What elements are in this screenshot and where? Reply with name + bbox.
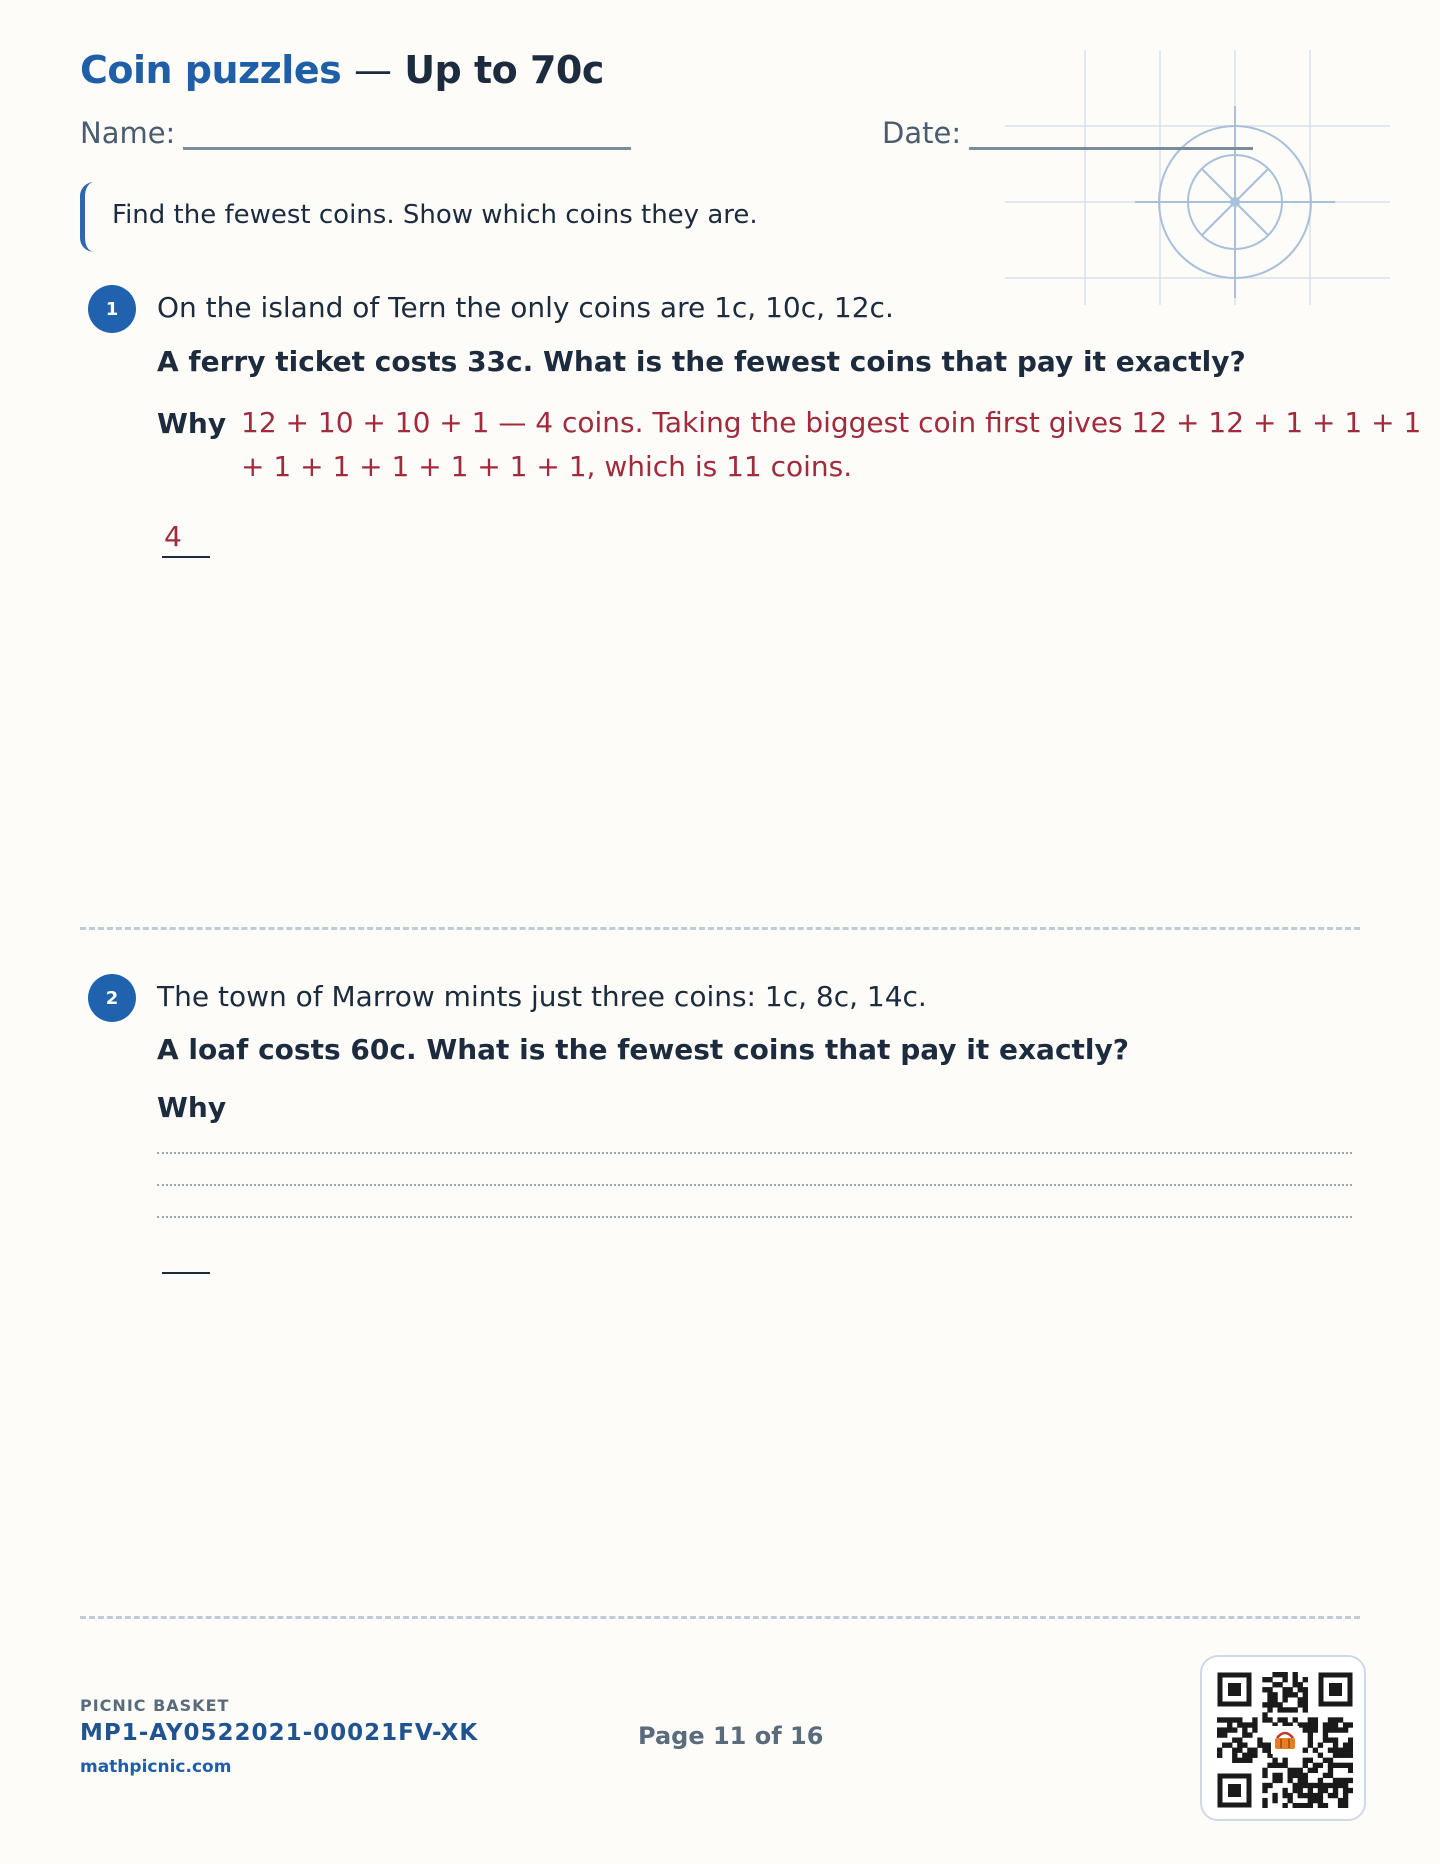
qr-module <box>1267 1707 1272 1712</box>
qr-code-icon <box>1217 1672 1353 1808</box>
qr-module <box>1237 1717 1242 1722</box>
qr-module <box>1282 1717 1287 1722</box>
qr-module <box>1298 1793 1303 1798</box>
date-line[interactable] <box>969 121 1253 150</box>
qr-module <box>1323 1722 1328 1727</box>
qr-module <box>1303 1758 1308 1763</box>
qr-module <box>1328 1717 1333 1722</box>
qr-module <box>1328 1768 1333 1773</box>
qr-module <box>1343 1722 1348 1727</box>
qr-module <box>1323 1758 1328 1763</box>
qr-module <box>1333 1783 1338 1788</box>
qr-module <box>1303 1763 1308 1768</box>
qr-module <box>1348 1768 1353 1773</box>
qr-module <box>1338 1727 1343 1732</box>
qr-module <box>1338 1798 1343 1803</box>
qr-module <box>1277 1672 1282 1677</box>
qr-module <box>1318 1793 1323 1798</box>
qr-module <box>1272 1697 1277 1702</box>
qr-module <box>1232 1737 1237 1742</box>
qr-module <box>1288 1692 1293 1697</box>
qr-module <box>1348 1763 1353 1768</box>
name-field <box>80 116 631 150</box>
qr-module <box>1348 1788 1353 1793</box>
target-grid-decoration <box>1005 50 1390 305</box>
qr-module <box>1237 1722 1242 1727</box>
qr-module <box>1282 1677 1287 1682</box>
qr-module <box>1272 1758 1277 1763</box>
qr-module <box>1308 1788 1313 1793</box>
qr-module <box>1293 1803 1298 1808</box>
qr-module <box>1303 1687 1308 1692</box>
qr-module <box>1217 1727 1222 1732</box>
qr-module <box>1288 1773 1293 1778</box>
qr-module <box>1323 1732 1328 1737</box>
qr-module <box>1267 1763 1272 1768</box>
qr-module <box>1338 1748 1343 1753</box>
qr-module <box>1252 1717 1257 1722</box>
qr-module <box>1348 1753 1353 1758</box>
qr-module <box>1272 1773 1277 1778</box>
qr-module <box>1262 1677 1267 1682</box>
qr-module <box>1328 1722 1333 1727</box>
qr-module <box>1267 1677 1272 1682</box>
qr-module <box>1328 1773 1333 1778</box>
qr-module <box>1333 1788 1338 1793</box>
qr-module <box>1303 1783 1308 1788</box>
qr-module <box>1323 1773 1328 1778</box>
qr-module <box>1343 1748 1348 1753</box>
qr-module <box>1313 1793 1318 1798</box>
qr-module <box>1298 1773 1303 1778</box>
qr-module <box>1303 1692 1308 1697</box>
qr-module <box>1313 1798 1318 1803</box>
qr-module <box>1293 1672 1298 1677</box>
qr-module <box>1293 1677 1298 1682</box>
qr-module <box>1252 1722 1257 1727</box>
qr-module <box>1232 1748 1237 1753</box>
qr-module <box>1313 1748 1318 1753</box>
qr-module <box>1267 1783 1272 1788</box>
qr-module <box>1247 1732 1252 1737</box>
question-number-badge: 2 <box>88 974 136 1022</box>
qr-module <box>1308 1737 1313 1742</box>
qr-module <box>1308 1793 1313 1798</box>
qr-module <box>1222 1727 1227 1732</box>
qr-module <box>1282 1803 1287 1808</box>
qr-module <box>1227 1717 1232 1722</box>
date-label: Date: <box>882 116 962 150</box>
qr-module <box>1343 1798 1348 1803</box>
qr-module <box>1343 1778 1348 1783</box>
qr-module <box>1247 1722 1252 1727</box>
title-separator: — <box>353 48 392 92</box>
qr-module <box>1298 1687 1303 1692</box>
qr-module <box>1217 1748 1222 1753</box>
qr-module <box>1277 1707 1282 1712</box>
qr-module <box>1328 1763 1333 1768</box>
qr-module <box>1277 1778 1282 1783</box>
qr-module <box>1313 1768 1318 1773</box>
qr-module <box>1308 1722 1313 1727</box>
qr-module <box>1333 1727 1338 1732</box>
qr-module <box>1227 1722 1232 1727</box>
qr-module <box>1227 1743 1232 1748</box>
answer-box[interactable] <box>162 1236 210 1274</box>
qr-module <box>1318 1743 1323 1748</box>
why-answer <box>241 401 1422 489</box>
page-number: Page 11 of 16 <box>638 1722 824 1750</box>
qr-module <box>1282 1758 1287 1763</box>
qr-module <box>1262 1712 1267 1717</box>
qr-module <box>1348 1778 1353 1783</box>
qr-module <box>1252 1748 1257 1753</box>
qr-module <box>1242 1732 1247 1737</box>
qr-module <box>1338 1717 1343 1722</box>
qr-module <box>1308 1783 1313 1788</box>
qr-module <box>1277 1773 1282 1778</box>
qr-module <box>1282 1707 1287 1712</box>
qr-module <box>1282 1763 1287 1768</box>
qr-module <box>1323 1783 1328 1788</box>
qr-module <box>1272 1692 1277 1697</box>
qr-module <box>1333 1717 1338 1722</box>
qr-module <box>1308 1768 1313 1773</box>
qr-module <box>1323 1727 1328 1732</box>
qr-module <box>1298 1682 1303 1687</box>
writing-line[interactable] <box>157 1184 1352 1186</box>
qr-module <box>1338 1783 1343 1788</box>
qr-module <box>1303 1778 1308 1783</box>
qr-module <box>1237 1743 1242 1748</box>
instruction-bracket <box>80 182 94 252</box>
qr-module <box>1328 1748 1333 1753</box>
qr-module <box>1257 1737 1262 1742</box>
qr-module <box>1267 1717 1272 1722</box>
qr-module <box>1328 1783 1333 1788</box>
qr-module <box>1262 1743 1267 1748</box>
qr-module <box>1262 1788 1267 1793</box>
qr-module <box>1262 1748 1267 1753</box>
qr-module <box>1328 1758 1333 1763</box>
qr-module <box>1262 1798 1267 1803</box>
qr-module <box>1343 1783 1348 1788</box>
why-answer-line: + 1 + 1 + 1 + 1 + 1 + 1, which is 11 coins. <box>241 450 853 483</box>
qr-module <box>1252 1727 1257 1732</box>
qr-module <box>1303 1707 1308 1712</box>
qr-module <box>1222 1743 1227 1748</box>
name-line[interactable] <box>183 121 631 150</box>
qr-module <box>1267 1687 1272 1692</box>
qr-module <box>1313 1717 1318 1722</box>
qr-module <box>1298 1697 1303 1702</box>
question-intro: The town of Marrow mints just three coins: 1c, 8c, 14c. <box>157 980 927 1013</box>
qr-module <box>1343 1727 1348 1732</box>
qr-module <box>1277 1682 1282 1687</box>
qr-module <box>1323 1803 1328 1808</box>
qr-module <box>1298 1803 1303 1808</box>
why-label: Why <box>157 407 227 440</box>
qr-module <box>1313 1783 1318 1788</box>
qr-module <box>1348 1743 1353 1748</box>
why-label: Why <box>157 1091 227 1124</box>
qr-module <box>1303 1727 1308 1732</box>
qr-module <box>1237 1748 1242 1753</box>
qr-module <box>1262 1803 1267 1808</box>
footer-divider <box>80 1616 1360 1619</box>
page-title <box>80 48 604 92</box>
qr-module <box>1282 1692 1287 1697</box>
qr-module <box>1318 1778 1323 1783</box>
qr-module <box>1222 1732 1227 1737</box>
qr-module <box>1333 1722 1338 1727</box>
qr-module <box>1298 1778 1303 1783</box>
qr-module <box>1318 1783 1323 1788</box>
qr-module <box>1338 1803 1343 1808</box>
qr-module <box>1232 1717 1237 1722</box>
qr-module <box>1293 1717 1298 1722</box>
qr-module <box>1343 1743 1348 1748</box>
qr-module <box>1272 1682 1277 1687</box>
qr-module <box>1308 1803 1313 1808</box>
qr-module <box>1262 1768 1267 1773</box>
qr-module <box>1313 1763 1318 1768</box>
qr-module <box>1293 1773 1298 1778</box>
qr-module <box>1232 1758 1237 1763</box>
qr-module <box>1288 1768 1293 1773</box>
date-field <box>882 116 1253 150</box>
qr-module <box>1288 1778 1293 1783</box>
qr-module <box>1318 1763 1323 1768</box>
writing-line[interactable] <box>157 1152 1352 1154</box>
qr-module <box>1272 1798 1277 1803</box>
qr-module <box>1333 1753 1338 1758</box>
qr-module <box>1293 1692 1298 1697</box>
qr-module <box>1293 1788 1298 1793</box>
qr-module <box>1247 1753 1252 1758</box>
answer-box[interactable]: 4 <box>162 520 210 558</box>
qr-module <box>1242 1727 1247 1732</box>
section-divider <box>80 927 1360 930</box>
footer-url[interactable]: mathpicnic.com <box>80 1757 232 1777</box>
qr-module <box>1308 1743 1313 1748</box>
qr-module <box>1328 1727 1333 1732</box>
qr-module <box>1277 1717 1282 1722</box>
qr-module <box>1318 1803 1323 1808</box>
qr-module <box>1267 1697 1272 1702</box>
qr-module <box>1303 1793 1308 1798</box>
instruction-box <box>80 182 780 252</box>
qr-module <box>1227 1727 1232 1732</box>
qr-module <box>1222 1717 1227 1722</box>
qr-module <box>1272 1793 1277 1798</box>
qr-module <box>1217 1717 1222 1722</box>
qr-module <box>1237 1758 1242 1763</box>
question-prompt: A ferry ticket costs 33c. What is the fewest coins that pay it exactly? <box>157 345 1246 378</box>
qr-module <box>1298 1783 1303 1788</box>
qr-module <box>1313 1727 1318 1732</box>
qr-module <box>1293 1707 1298 1712</box>
qr-module <box>1262 1702 1267 1707</box>
writing-line[interactable] <box>157 1216 1352 1218</box>
qr-module <box>1333 1748 1338 1753</box>
qr-module <box>1282 1687 1287 1692</box>
qr-module <box>1262 1717 1267 1722</box>
qr-module <box>1257 1743 1262 1748</box>
qr-module <box>1303 1702 1308 1707</box>
qr-module <box>1272 1702 1277 1707</box>
qr-module <box>1348 1737 1353 1742</box>
qr-module <box>1242 1722 1247 1727</box>
qr-module <box>1232 1753 1237 1758</box>
qr-module <box>1262 1783 1267 1788</box>
qr-module <box>1293 1768 1298 1773</box>
question-prompt: A loaf costs 60c. What is the fewest coins that pay it exactly? <box>157 1033 1130 1066</box>
qr-module <box>1277 1702 1282 1707</box>
qr-module <box>1242 1753 1247 1758</box>
instruction-text: Find the fewest coins. Show which coins they are. <box>112 200 758 230</box>
qr-module <box>1338 1778 1343 1783</box>
qr-module <box>1237 1737 1242 1742</box>
footer-code: MP1-AY0522021-00021FV-XK <box>80 1720 479 1746</box>
qr-module <box>1343 1793 1348 1798</box>
qr-module <box>1272 1672 1277 1677</box>
qr-module <box>1343 1788 1348 1793</box>
qr-module <box>1333 1793 1338 1798</box>
qr-module <box>1293 1682 1298 1687</box>
title-topic: Coin puzzles <box>80 48 342 92</box>
basket-icon <box>1271 1726 1299 1754</box>
qr-module <box>1333 1778 1338 1783</box>
qr-module <box>1267 1702 1272 1707</box>
qr-module <box>1288 1793 1293 1798</box>
qr-module <box>1303 1748 1308 1753</box>
qr-module <box>1308 1732 1313 1737</box>
qr-module <box>1343 1763 1348 1768</box>
qr-module <box>1217 1732 1222 1737</box>
qr-code <box>1200 1655 1366 1821</box>
qr-module <box>1308 1717 1313 1722</box>
qr-module <box>1338 1763 1343 1768</box>
qr-module <box>1247 1748 1252 1753</box>
qr-module <box>1232 1727 1237 1732</box>
qr-module <box>1343 1803 1348 1808</box>
qr-module <box>1262 1687 1267 1692</box>
qr-module <box>1288 1707 1293 1712</box>
qr-module <box>1272 1763 1277 1768</box>
qr-module <box>1303 1773 1308 1778</box>
qr-module <box>1308 1758 1313 1763</box>
qr-module <box>1303 1722 1308 1727</box>
qr-module <box>1323 1788 1328 1793</box>
qr-module <box>1298 1768 1303 1773</box>
qr-module <box>1252 1753 1257 1758</box>
qr-module <box>1333 1737 1338 1742</box>
qr-module <box>1272 1778 1277 1783</box>
qr-module <box>1277 1763 1282 1768</box>
qr-module <box>1318 1788 1323 1793</box>
qr-module <box>1293 1783 1298 1788</box>
title-range: Up to 70c <box>404 48 604 92</box>
qr-module <box>1328 1793 1333 1798</box>
qr-module <box>1217 1753 1222 1758</box>
qr-module <box>1323 1737 1328 1742</box>
qr-module <box>1298 1702 1303 1707</box>
qr-module <box>1267 1692 1272 1697</box>
question-number-badge: 1 <box>88 285 136 333</box>
qr-module <box>1333 1743 1338 1748</box>
qr-module <box>1308 1798 1313 1803</box>
qr-module <box>1288 1798 1293 1803</box>
qr-module <box>1288 1687 1293 1692</box>
qr-module <box>1282 1672 1287 1677</box>
footer-brand: PICNIC BASKET <box>80 1696 230 1715</box>
qr-module <box>1242 1743 1247 1748</box>
qr-module <box>1282 1697 1287 1702</box>
qr-module <box>1242 1758 1247 1763</box>
qr-module <box>1348 1722 1353 1727</box>
qr-module <box>1308 1727 1313 1732</box>
qr-module <box>1298 1788 1303 1793</box>
qr-module <box>1338 1753 1343 1758</box>
qr-module <box>1247 1758 1252 1763</box>
qr-module <box>1303 1803 1308 1808</box>
why-answer-line: 12 + 10 + 10 + 1 — 4 coins. Taking the biggest coin first gives 12 + 12 + 1 + 1 + 1 <box>241 406 1422 439</box>
qr-module <box>1328 1737 1333 1742</box>
qr-module <box>1282 1793 1287 1798</box>
name-label: Name: <box>80 116 176 150</box>
qr-module <box>1303 1677 1308 1682</box>
qr-module <box>1318 1753 1323 1758</box>
qr-module <box>1333 1763 1338 1768</box>
qr-module <box>1318 1798 1323 1803</box>
qr-module <box>1282 1788 1287 1793</box>
qr-module <box>1343 1753 1348 1758</box>
qr-module <box>1303 1697 1308 1702</box>
qr-module <box>1313 1722 1318 1727</box>
qr-module <box>1262 1773 1267 1778</box>
qr-module <box>1348 1748 1353 1753</box>
question-intro: On the island of Tern the only coins are 1c, 10c, 12c. <box>157 291 894 324</box>
